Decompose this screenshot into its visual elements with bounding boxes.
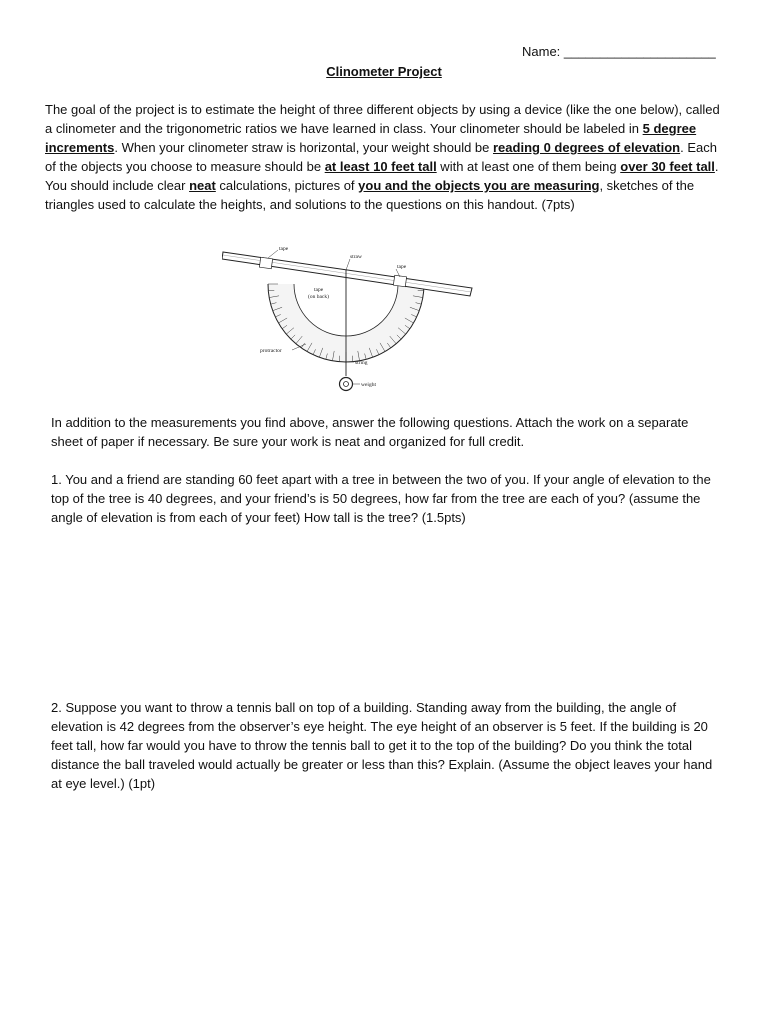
emphasis-5-degree-increments: 5 degree increments: [45, 121, 697, 155]
label-protractor: protractor: [260, 348, 282, 354]
question-1: 1. You and a friend are standing 60 feet apart with a tree in between the two of you. If your angle of elevation to the top of the tree is 40 degrees, and your friend’s is 50 degrees, how far from the tree are each of you? (assume the angle of elevation is from each of your feet) How tall is the tree? (1.5pts): [51, 472, 711, 525]
label-string: string: [355, 360, 368, 366]
emphasis-you-and-objects: you and the objects you are measuring: [358, 178, 600, 193]
question-2: 2. Suppose you want to throw a tennis ball on top of a building. Standing away from the building, the angle of elevation is 42 degrees from the observer’s eye height. The eye height of an observer is 5 feet. If the building is 20 feet tall, how far would you have to throw the tennis ball to get it to the top of the building? Do you think the total distance the ball traveled would actually be greater or less than this? Explain. (Assume the object leaves your hand at eye level.) (1pt): [51, 700, 713, 791]
label-tape-back: tape: [314, 287, 324, 293]
label-tape-left: tape: [279, 246, 289, 252]
label-straw: straw: [350, 254, 362, 260]
emphasis-over-30-feet: over 30 feet tall: [620, 159, 715, 174]
weight: [340, 378, 353, 391]
clinometer-figure: [222, 244, 476, 400]
tape-left-piece: [259, 257, 272, 269]
name-label: Name:: [522, 44, 564, 59]
name-field[interactable]: [522, 44, 716, 59]
label-weight: weight: [361, 382, 376, 388]
name-blank-line[interactable]: _____________________: [563, 44, 716, 59]
page-title: Clinometer Project: [326, 64, 442, 79]
emphasis-neat: neat: [189, 178, 216, 193]
intro-paragraph: The goal of the project is to estimate the height of three different objects by using a device (like the one below), called a clinometer and the trigonometric ratios we have learned in class. Your clinometer should be labeled in 5 degree increments. When your clinometer straw is horizontal, your weight should be reading 0 degrees of elevation. Each of the objects you choose to measure should be at least 10 feet tall with at least one of them being over 30 feet tall. You should include clear neat calculations, pictures of you and the objects you are measuring, sketches of the triangles used to calculate the heights, and solutions to the questions on this handout. (7pts): [45, 102, 720, 212]
emphasis-at-least-10-feet: at least 10 feet tall: [324, 159, 437, 174]
label-tape-right: tape: [397, 264, 407, 270]
additional-instructions: In addition to the measurements you find above, answer the following questions. Attach the work on a separate sheet of paper if necessary. Be sure your work is neat and organized for full credit.: [51, 415, 689, 449]
emphasis-reading-0-degrees: reading 0 degrees of elevation: [493, 140, 681, 155]
label-tape-back-note: (on back): [308, 294, 329, 300]
